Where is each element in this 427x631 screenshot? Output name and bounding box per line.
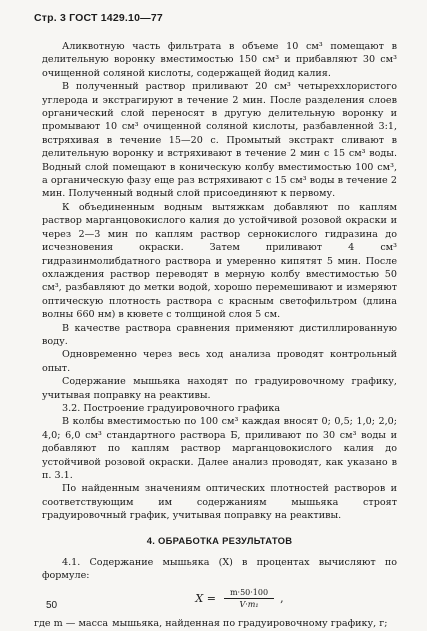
paragraph-reference-solution: В качестве раствора сравнения применяют дистиллированную воду.	[42, 322, 397, 347]
paragraph-measurement: К объединенным водным вытяжкам добавляют по каплям раствор марганцовокислого калия до устойчивой розовой окраски и через 2—3 мин по каплям раствор сернокислого гидразина до исчезновения окраски. Затем приливают 4 см³ гидразинмолибдатного раствора и умеренно кипятят 5 мин. После охлаждения раствор переводят в мерную колбу вместимостью 50 см³, разбавляют до метки водой, хорошо перемешивают и измеряют оптическую плотность раствора с красным светофильтром (длина волны 660 нм) в кювете с толщиной слоя 5 см.	[42, 201, 397, 321]
formula-numerator: m·50·100	[224, 588, 274, 599]
subsection-heading-3-2: 3.2. Построение градуировочного графика	[62, 402, 281, 414]
page-number: 50	[46, 600, 58, 611]
paragraph-control-test: Одновременно через весь ход анализа проводят контрольный опыт.	[42, 349, 397, 374]
page-header: Стр. 3 ГОСТ 1429.10—77	[34, 12, 163, 24]
document-body	[34, 40, 397, 631]
formula-trailing-comma: ,	[280, 592, 284, 606]
formula-fraction	[224, 588, 274, 609]
paragraph-aliquot: Аликвотную часть фильтрата в объеме 10 см³ помещают в делительную воронку вместимостью 150 см³ и прибавляют 30 см³ очищенной соляной кислоты, содержащей йодид калия.	[42, 41, 397, 79]
variable-term: где m — масса	[34, 618, 109, 630]
formula-denominator: V·m₁	[239, 600, 259, 610]
section-heading-results: 4. ОБРАБОТКА РЕЗУЛЬТАТОВ	[146, 534, 293, 546]
variable-definition-text: мышьяка, найденная по градуировочному графику, г;	[112, 618, 388, 630]
paragraph-content-determination: Содержание мышьяка находят по градуировочному графику, учитывая поправку на реактивы.	[42, 376, 397, 401]
paragraph-calibration-graph: По найденным значениям оптических плотностей растворов и соответствующим им содержаниям мышьяка строят градуировочный график, учитывая поправку на реактивы.	[42, 483, 397, 522]
paragraph-clause-4-1: 4.1. Содержание мышьяка (X) в процентах вычисляют по формуле:	[42, 556, 397, 582]
formula-lhs: X =	[195, 592, 216, 606]
paragraph-calibration-flasks: В колбы вместимостью по 100 см³ каждая вносят 0; 0,5; 1,0; 2,0; 4,0; 6,0 см³ стандартного раствора Б, приливают по 30 см³ воды и добавляют по каплям раствор марганцовокислого калия до устойчивой розовой окраски. Далее анализ проводят, как указано в п. 3.1.	[42, 416, 397, 481]
formula	[82, 588, 397, 609]
paragraph-extraction: В полученный раствор приливают 20 см³ четыреххлористого углерода и экстрагируют в течение 2 мин. После разделения слоев органический слой переносят в другую делительную воронку и промывают 10 см³ очищенной соляной кислоты, разбавленной 3:1, встряхивая в течение 15—20 с. Промытый экстракт сливают в делительную воронку и встряхивают в течение 2 мин с 15 см³ воды. Водный слой помещают в коническую колбу вместимостью 100 см³, а органическую фазу еще раз встряхивают с 15 см³ воды в течение 2 мин. Полученный водный слой присоединяют к первому.	[42, 81, 397, 200]
